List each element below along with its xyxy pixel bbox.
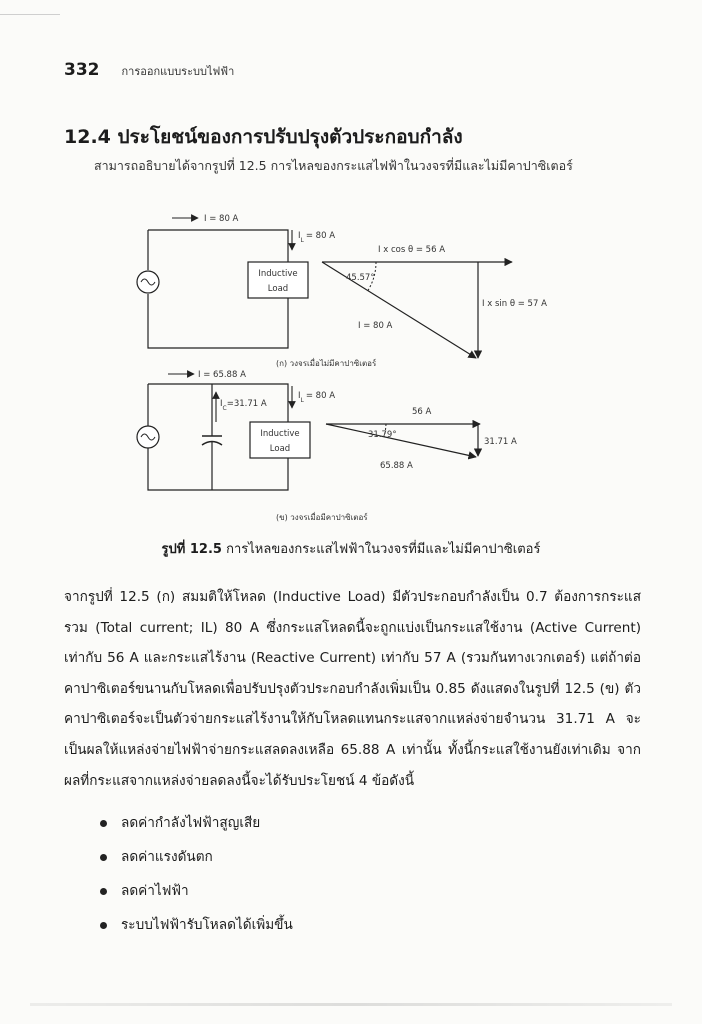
wire-a-top [148,230,288,262]
list-item-text: ลดค่าไฟฟ้า [121,883,189,899]
label-b-hyp: 65.88 A [380,461,413,471]
phasor-b-total [326,424,476,457]
phasor-b [326,407,517,471]
page-number: 332 [64,60,100,80]
label-b-total: I = 65.88 A [198,370,246,380]
label-b-load: $I_L = 80$ A [298,391,336,404]
circuit-b [137,370,335,490]
list-item-text: ลดค่าแรงดันตก [121,849,213,865]
bullet-icon [100,820,107,827]
scan-edge [30,1003,672,1006]
page-header [64,60,234,80]
bullet-icon [100,854,107,861]
load-label-b-2: Load [269,444,291,454]
list-item [100,806,293,840]
list-item-text: ระบบไฟฟ้ารับโหลดได้เพิ่มขึ้น [121,917,293,933]
ac-source-icon [137,426,159,448]
body-paragraph: จากรูปที่ 12.5 (ก) สมมติให้โหลด (Inductive Load) มีตัวประกอบกำลังเป็น 0.7 ต้องการกระแสรวม (Total current; IL) 80 A ซึ่งกระแสโหลดนี้จะถูกแบ่งเป็นกระแสใช้งาน (Active Current) เท่ากับ 56 A และกระแสไร้งาน (Reactive Current) เท่ากับ 57 A (รวมกันทางเวกเตอร์) แต่ถ้าต่อคาปาซิเตอร์ขนานกับโหลดเพื่อปรับปรุงตัวประกอบกำลังเพิ่มเป็น 0.85 ดังแสดงในรูปที่ 12.5 (ข) ตัวคาปาซิเตอร์จะเป็นตัวจ่ายกระแสไร้งานให้กับโหลดแทนกระแสจากแหล่งจ่ายจำนวน 31.71 A จะเป็นผลให้แหล่งจ่ายไฟฟ้าจ่ายกระแสลดลงเหลือ 65.88 A เท่านั้น ทั้งนี้กระแสใช้งานยังเท่าเดิม จากผลที่กระแสจากแหล่งจ่ายลดลงนี้จะได้รับประโยชน์ 4 ข้อดังนี้ [64,589,641,789]
label-b-side: 31.71 A [484,437,517,447]
caption-label: รูปที่ 12.5 [161,542,222,557]
label-b-cap: $I_C=31.71$ A [220,399,267,412]
figure-caption [0,538,702,559]
phasor-a [322,245,547,358]
bullet-icon [100,922,107,929]
load-label-a-1: Inductive [258,269,298,279]
caption-text: การไหลของกระแสไฟฟ้าในวงจรที่มีและไม่มีคาปาซิเตอร์ [226,542,541,557]
wire-a-bottom [148,294,288,348]
label-a-angle: 45.57° [346,273,375,283]
ac-source-icon [137,271,159,293]
label-a-hyp: I = 80 A [358,321,393,331]
list-item [100,908,293,942]
list-item-text: ลดค่ากำลังไฟฟ้าสูญเสีย [121,815,261,831]
label-a-total: I = 80 A [204,214,239,224]
label-b-top: 56 A [412,407,432,417]
benefit-list [100,806,293,942]
top-rule [0,14,60,15]
list-item [100,874,293,908]
circuit-a [137,214,335,348]
figure-12-5 [100,200,560,530]
running-title: การออกแบบระบบไฟฟ้า [121,65,235,78]
section-title: 12.4 ประโยชน์ของการปรับปรุงตัวประกอบกำลัง [64,126,463,148]
load-label-a-2: Load [267,284,289,294]
subcaption-a: (ก) วงจรเมื่อไม่มีคาปาซิเตอร์ [276,359,377,368]
load-label-b-1: Inductive [260,429,300,439]
capacitor-icon [202,384,222,490]
wire-b-top [148,384,288,422]
label-a-sin: I x sin θ = 57 A [482,299,547,309]
list-item [100,840,293,874]
subcaption-b: (ข) วงจรเมื่อมีคาปาซิเตอร์ [276,513,368,522]
bullet-icon [100,888,107,895]
label-a-cos: I x cos θ = 56 A [378,245,446,255]
label-a-load: $I_L = 80$ A [298,231,336,244]
label-b-angle: 31.79° [368,430,397,440]
section-intro: สามารถอธิบายได้จากรูปที่ 12.5 การไหลของกระแสไฟฟ้าในวงจรที่มีและไม่มีคาปาซิเตอร์ [94,158,573,173]
